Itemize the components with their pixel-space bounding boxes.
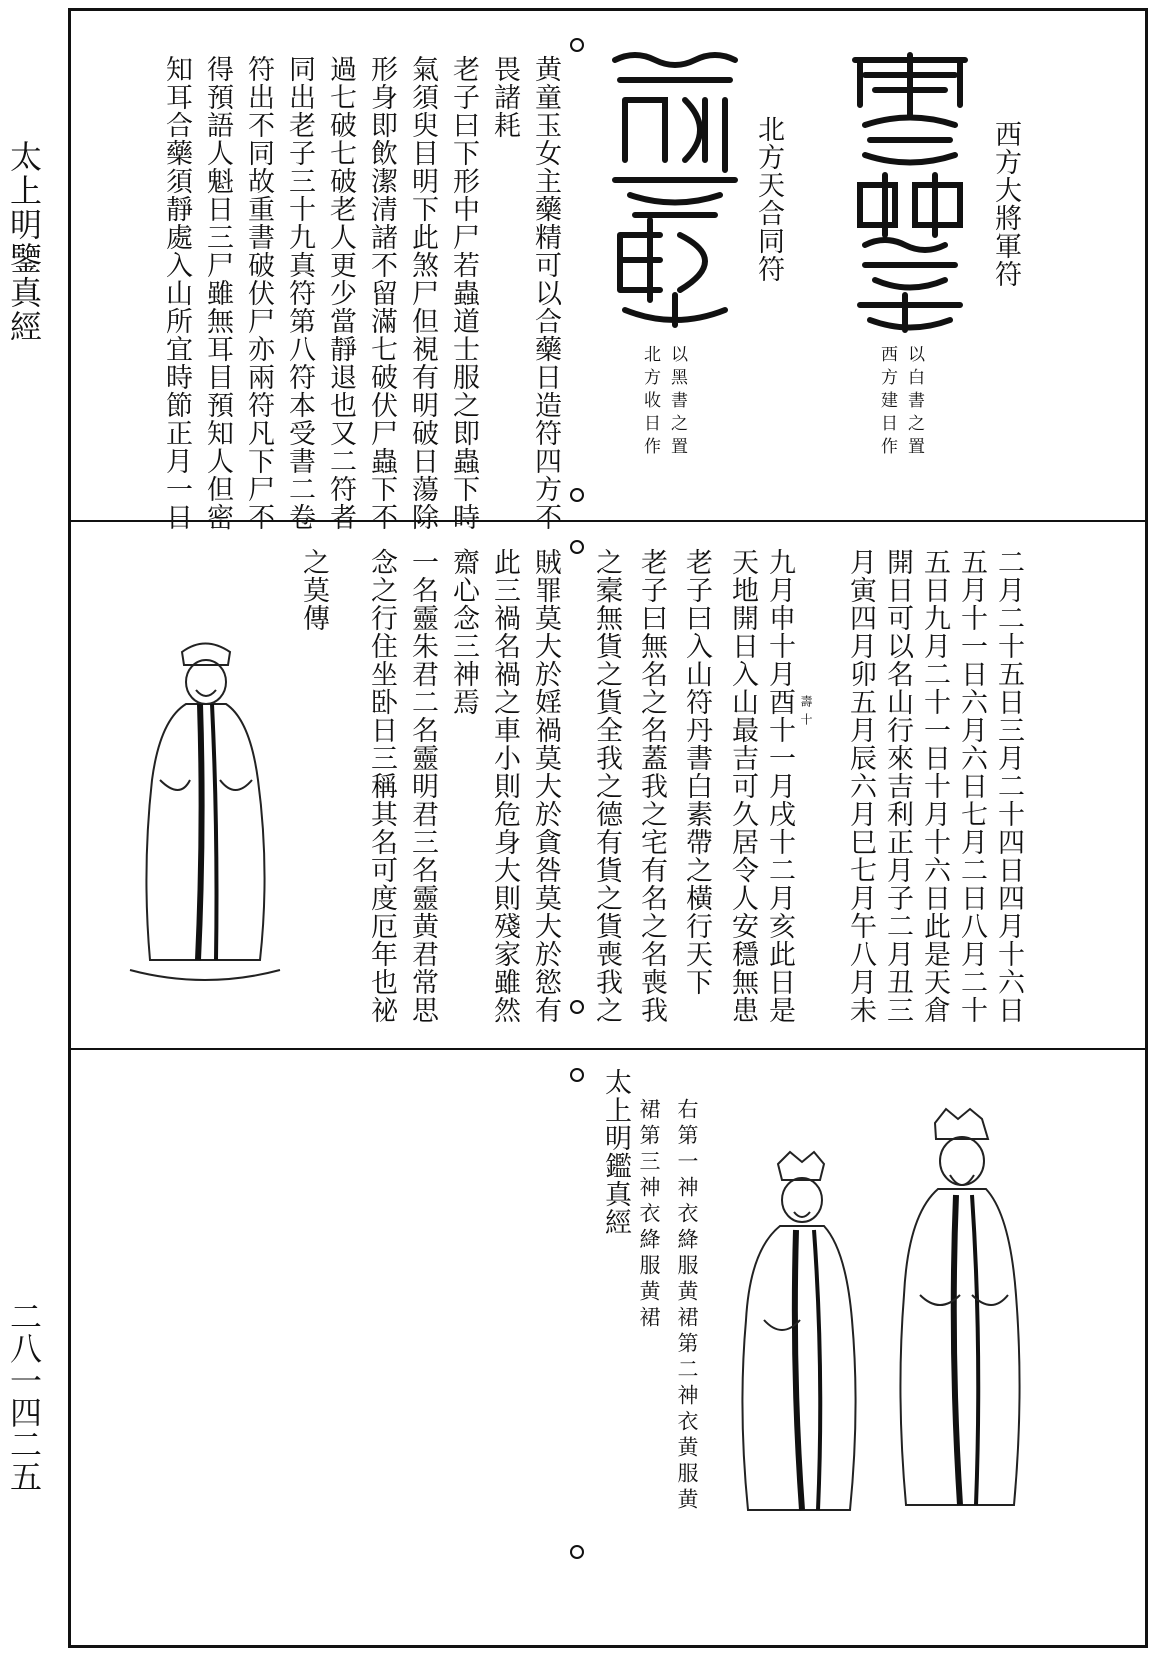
deity-figure-illustration [120, 630, 290, 990]
text-column: 過七破七破老人更少當靜退也又二符者 [325, 55, 356, 531]
text-column: 形身即飲潔清諸不留滿七破伏尸蟲下不 [366, 55, 397, 531]
first-deity-figure-illustration [880, 1105, 1040, 1525]
talisman-west-note-1: 以白書之置 [904, 345, 924, 460]
circle-mark [570, 1000, 584, 1014]
text-column: 一名靈朱君二名靈明君三名靈黄君常思 [407, 548, 438, 1024]
text-column: 天地開日入山最吉可久居令人安穩無患 [727, 548, 758, 1024]
talisman-west-title: 西方大將軍符 [990, 120, 1021, 288]
text-column: 月寅四月卯五月辰六月巳七月午八月未 [845, 548, 876, 1024]
text-column: 老子曰下形中尸若蟲道士服之即蟲下時 [448, 55, 479, 531]
talisman-west-glyph [845, 45, 975, 335]
text-column: 老子曰入山符丹書白素帶之橫行天下 [681, 548, 712, 996]
text-column: 黄童玉女主藥精可以合藥日造符四方不 [530, 55, 561, 531]
figure-caption-line-2: 裙第三神衣絳服黄裙 [637, 1098, 661, 1332]
talisman-north-note-1: 以黑書之置 [667, 345, 687, 460]
margin-book-title: 太上明鑒真經 [5, 140, 43, 344]
text-column: 同出老子三十九真符第八符本受書二卷 [284, 55, 315, 531]
talisman-north-glyph [605, 40, 745, 330]
text-column: 二月二十五日三月二十四日四月十六日 [993, 548, 1024, 1024]
text-column: 九月申十月酉十一月戌十二月亥此日是 [764, 548, 795, 1024]
text-column: 畏諸耗 [489, 55, 520, 139]
divider-bottom [68, 1048, 1148, 1050]
text-column: 氣須臾目明下此煞尸但視有明破日蕩除 [407, 55, 438, 531]
circle-mark [570, 488, 584, 502]
text-column: 之莫傳 [298, 548, 329, 632]
talisman-north-title: 北方天合同符 [753, 115, 784, 283]
closing-scripture-title: 太上明鑑真經 [600, 1068, 631, 1236]
text-column: 老子曰無名之名蓋我之宅有名之名喪我 [636, 548, 667, 1024]
text-column: 賊罪莫大於婬禍莫大於貪咎莫大於慾有 [530, 548, 561, 1024]
talisman-west-note-2: 西方建日作 [877, 345, 897, 460]
circle-mark [570, 38, 584, 52]
second-deity-figure-illustration [720, 1150, 880, 1530]
text-column: 齋心念三神焉 [448, 548, 479, 716]
text-column: 五月十一日六月六日七月二日八月二十 [956, 548, 987, 1024]
figure-caption-line-1: 右第一神衣絳服黄裙第二神衣黄服黄 [675, 1098, 699, 1514]
margin-page-number: 二八一四二五 [5, 1300, 43, 1492]
text-column: 五日九月二十一日十月十六日此是天倉 [919, 548, 950, 1024]
text-column: 開日可以名山行來吉利正月子二月丑三 [882, 548, 913, 1024]
circle-mark [570, 1545, 584, 1559]
talisman-north-note-2: 北方收日作 [640, 345, 660, 460]
text-column: 念之行住坐卧日三稱其名可度厄年也祕 [366, 548, 397, 1024]
text-column: 之槖無貨之貨全我之德有貨之貨喪我之 [591, 548, 622, 1024]
circle-mark [570, 540, 584, 554]
text-column: 得預語人魁日三尸雖無耳目預知人但密 [202, 55, 233, 531]
text-column: 知耳合藥須靜處入山所宜時節正月一日 [161, 55, 192, 531]
circle-mark [570, 1068, 584, 1082]
text-column: 此三禍名禍之車小則危身大則殘家雖然 [489, 548, 520, 1024]
text-column: 符出不同故重書破伏尸亦兩符凡下尸不 [243, 55, 274, 531]
side-mark: 壽十 [799, 695, 813, 731]
